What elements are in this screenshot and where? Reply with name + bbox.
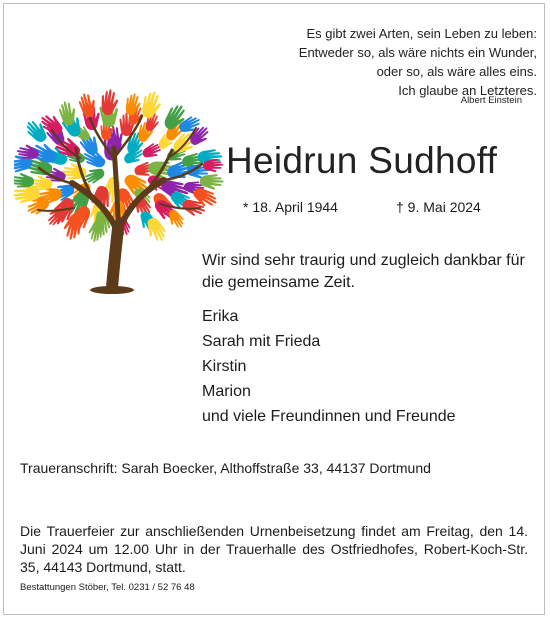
- tree-of-hands-image: [14, 88, 224, 298]
- quote-line: oder so, als wäre alles eins.: [376, 64, 537, 79]
- death-date: † 9. Mai 2024: [396, 199, 481, 215]
- intro-text: Wir sind sehr traurig und zugleich dankbar für die gemeinsame Zeit.: [202, 252, 525, 291]
- mourner-item: und viele Freundinnen und Freunde: [202, 408, 456, 425]
- mourning-address: Traueranschrift: Sarah Boecker, Althoffstraße 33, 44137 Dortmund: [20, 460, 431, 476]
- mourner-item: Erika: [202, 308, 239, 325]
- deceased-name: Heidrun Sudhoff: [226, 140, 498, 181]
- mourner-item: Kirstin: [202, 358, 247, 375]
- birth-date: * 18. April 1944: [243, 199, 338, 215]
- quote-line: Es gibt zwei Arten, sein Leben zu leben:: [306, 26, 537, 41]
- ceremony-text: Die Trauerfeier zur anschließenden Urnenbeisetzung findet am Freitag, den 14. Juni 2024 um 12.00 Uhr in der Trauerhalle des Ostfriedhofes, Robert-Koch-Str. 35, 44143 Dortmund, statt.: [20, 523, 528, 575]
- quote-author: Albert Einstein: [460, 95, 522, 106]
- hand-leaf: [14, 172, 34, 188]
- quote-block: [299, 24, 537, 100]
- mourners-list: [202, 304, 456, 429]
- quote-line: Entweder so, als wäre nichts ein Wunder,: [298, 45, 537, 60]
- mourner-item: Marion: [202, 383, 251, 400]
- hand-leaf: [77, 91, 99, 119]
- undertaker-info: Bestattungen Stöber, Tel. 0231 / 52 76 48: [20, 582, 195, 593]
- mourner-item: Sarah mit Frieda: [202, 333, 321, 350]
- tree-root: [90, 286, 134, 294]
- quote-line: Ich glaube an Letzteres.: [398, 83, 537, 98]
